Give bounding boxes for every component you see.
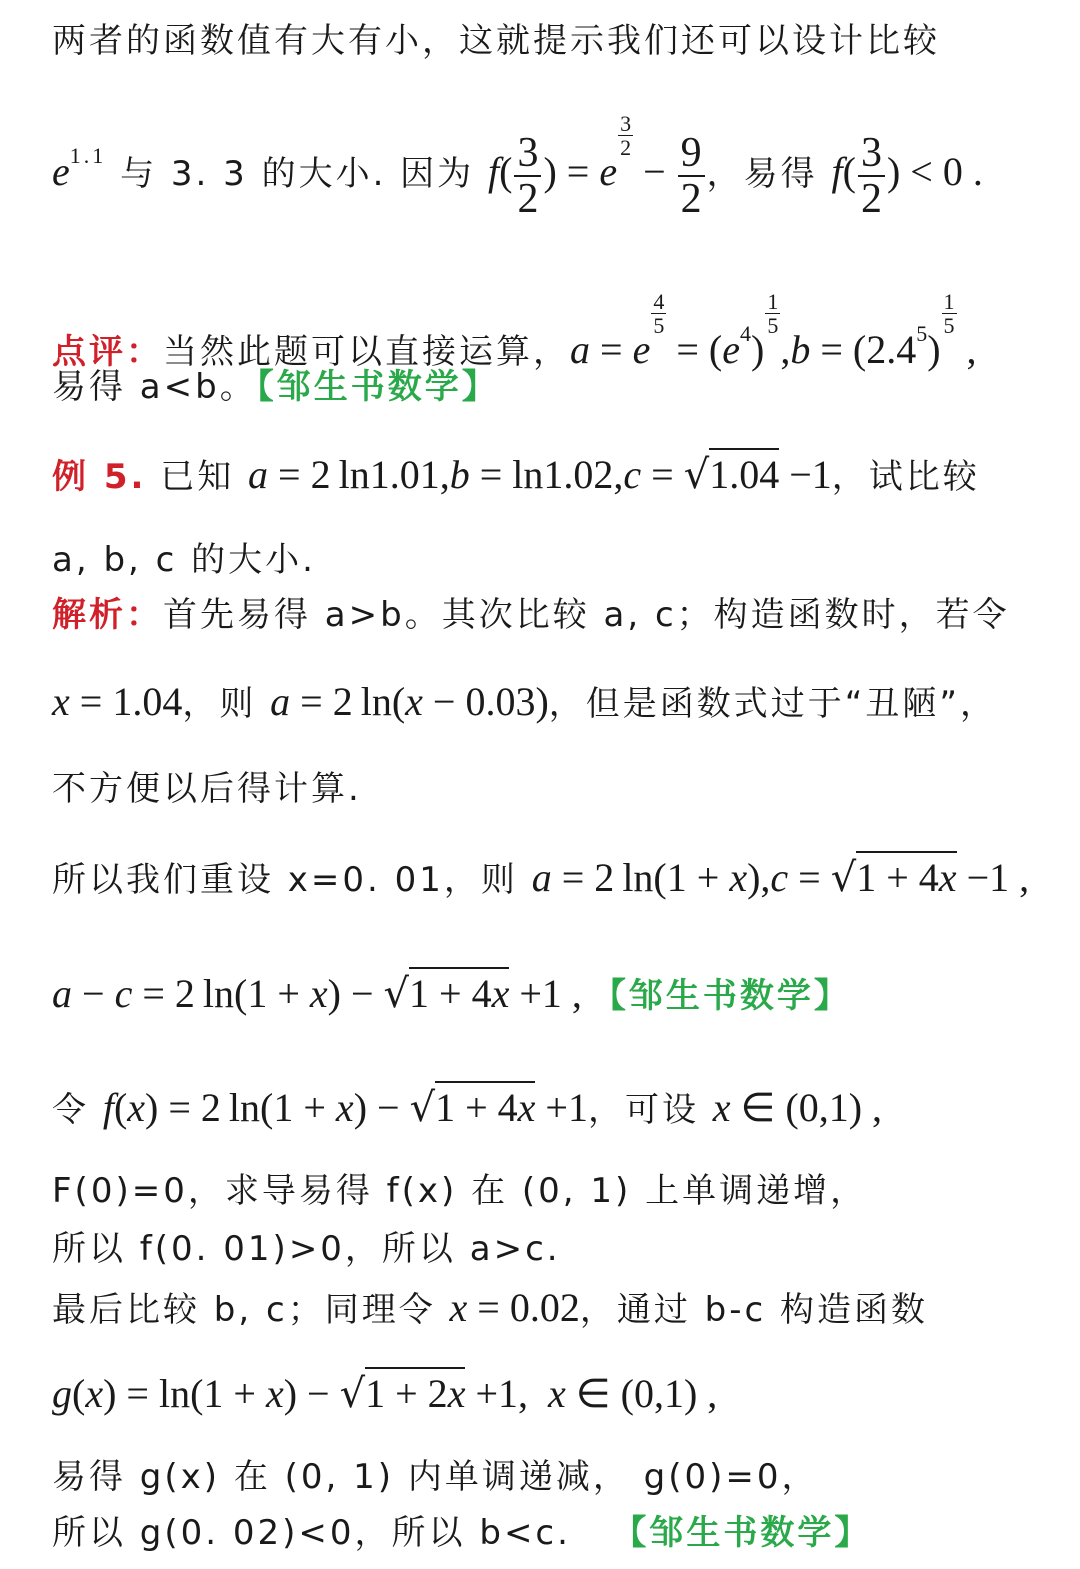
text-line-6: a, b, c 的大小. — [52, 540, 316, 580]
text-line-11 — [52, 971, 851, 1017]
math-f-definition: f(x) = 2 ln(1 + x) − √1 + 4x +1 — [103, 1085, 588, 1130]
math-a-b-expression: a = e $\frac{4}{5}$ = $(e^4)$ $\frac{1}{5}$ $,b = (2.4^5)$ $\frac{1}{5}$ , — [570, 289, 977, 373]
text-line-1: 两者的函数值有大有小，这就提示我们还可以设计比较 — [52, 21, 940, 61]
comment-line — [52, 289, 977, 373]
math-abc-definition: a = 2 ln1.01,b = ln1.02,c = √1.04 −1 — [248, 452, 832, 497]
math-e: e — [52, 149, 70, 195]
math-exponent: 1.1 — [69, 143, 107, 169]
math-domain: x ∈ (0,1) , — [712, 1085, 883, 1130]
text-line-9: 不方便以后得计算. — [52, 769, 362, 809]
solution-label: 解析： — [52, 595, 163, 635]
brand-tag: 【邹生书数学】 — [591, 976, 851, 1016]
text-line-17: 易得 g(x) 在 (0, 1) 内单调递减， g(0)=0， — [52, 1457, 819, 1497]
math-x-002: x = 0.02 — [449, 1285, 580, 1330]
text-segment: 所以 g(0. 02)<0，所以 b<c. — [52, 1513, 585, 1553]
text-segment: ，则 — [182, 684, 271, 724]
text-segment: ，试比较 — [831, 457, 980, 497]
text-line-4 — [52, 367, 499, 407]
text-segment: ，易得 — [706, 154, 832, 195]
text-line-18 — [52, 1513, 872, 1553]
math-f-three-halves: f( $\frac{3}{2}$ ) = e $\frac{3}{2}$ − $\frac{9}{2}$ — [488, 149, 707, 194]
text-segment: 令 — [52, 1090, 103, 1130]
solution-line — [52, 595, 1010, 635]
brand-tag: 【邹生书数学】 — [256, 367, 499, 407]
math-g-definition: g(x) = ln(1 + x) − √1 + 2x +1, x ∈ (0,1) , — [52, 1371, 717, 1416]
math-x-value: x = 1.04 — [52, 679, 183, 724]
example-line — [52, 452, 980, 498]
text-segment: ，但是函数式过于“丑陋”， — [548, 684, 998, 724]
text-segment: 所以我们重设 x=0. 01，则 — [52, 860, 532, 900]
text-segment: ，可设 — [587, 1090, 713, 1130]
text-line-13: F(0)=0，求导易得 f(x) 在 (0, 1) 上单调递增， — [52, 1171, 868, 1211]
text-line-10 — [52, 855, 1030, 901]
brand-tag: 【邹生书数学】 — [612, 1513, 872, 1553]
text-segment: 最后比较 b, c；同理令 — [52, 1290, 450, 1330]
example-label: 例 5. — [52, 457, 147, 497]
text-line-12 — [52, 1085, 883, 1131]
math-inequality: f( $\frac{3}{2}$ ) < 0 . — [831, 129, 983, 222]
text-segment: ，通过 b-c 构造函数 — [579, 1290, 929, 1330]
text-segment: 易得 a<b。 — [52, 367, 257, 407]
text-segment: 首先易得 a>b。其次比较 a, c；构造函数时，若令 — [163, 595, 1010, 635]
text-line-16 — [52, 1371, 718, 1417]
math-redefinition: a = 2 ln(1 + x),c = √1 + 4x −1 , — [532, 855, 1029, 900]
comment-label: 点评： — [52, 332, 163, 373]
text-segment: 已知 — [146, 457, 249, 497]
text-line-15 — [52, 1285, 929, 1330]
text-segment: 当然此题可以直接运算， — [163, 332, 570, 373]
math-a-minus-c: a − c = 2 ln(1 + x) − √1 + 4x +1 , — [52, 971, 592, 1016]
text-segment: 与 3. 3 的大小. 因为 — [106, 154, 488, 195]
text-line-8 — [52, 679, 998, 724]
text-line-14: 所以 f(0. 01)>0，所以 a>c. — [52, 1229, 561, 1269]
text-line-2 — [52, 112, 983, 221]
math-a-expression: a = 2 ln(x − 0.03) — [270, 679, 549, 724]
